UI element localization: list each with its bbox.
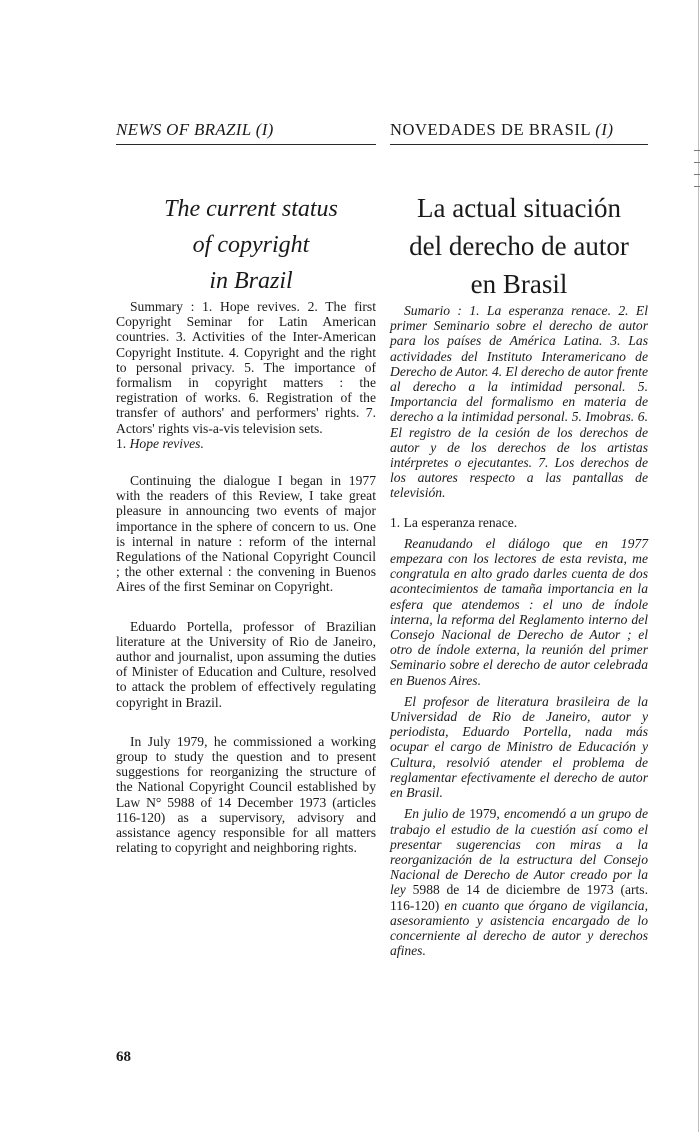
body-paragraph [390, 806, 648, 958]
body-paragraph: Continuing the dialogue I began in 1977 with the readers of this Review, I take great pleasure in announcing two events of major importance in the sphere of concern to us. One is internal in nature : reform of the internal Regulations of the National Copyright Council ; the other external : the convening in Buenos Aires of the first Seminar on Copyright. [116, 473, 376, 595]
paragraph-year: 1979, [469, 806, 500, 822]
body-paragraph: Reanudando el diálogo que en 1977 empezara con los lectores de esta revista, me congratula en alto grado darles cuenta de dos acontecimientos de tamaña importancia en la esfera que atendemos : el uno de índole interna, la reforma del Reglamento interno del Consejo Nacional de Derecho de Autor ; el otro de índole externa, la reunión del primer Seminario sobre el derecho de autor celebrada en Buenos Aires. [390, 535, 648, 688]
section-heading: 1. La esperanza renace. [390, 514, 518, 530]
page-edge-mark [694, 150, 700, 151]
section-number: 1. [116, 435, 127, 451]
page-edge-mark [694, 174, 700, 175]
paragraph-law-reference: 5988 de 14 de diciembre de 1973 (arts. 116-120) [390, 882, 648, 913]
title-line: del derecho de autor [409, 231, 629, 261]
english-body [116, 299, 376, 856]
running-head-number: (I) [255, 120, 274, 139]
running-head-english [116, 120, 376, 145]
title-line: The current status [164, 196, 338, 222]
paragraph-text: en cuanto que órgano de vigilancia, asesoramiento y asistencia encargado de lo concerniente al derecho de autor y derechos afines. [390, 897, 649, 959]
section-heading [116, 436, 376, 451]
spanish-column [390, 120, 648, 958]
summary-paragraph [390, 303, 648, 501]
paragraph-lead: En julio de [404, 806, 466, 822]
page-edge-mark [694, 162, 700, 163]
body-paragraph: Eduardo Portella, professor of Brazilian literature at the University of Rio de Janeiro, author and journalist, upon assuming the duties of Minister of Education and Culture, resolved to attack the problem of effectively regulating copyright in Brazil. [116, 618, 376, 710]
body-paragraph: El profesor de literatura brasileira de la Universidad de Rio de Janeiro, autor y periodista, Eduardo Portella, nada más ocupar el cargo de Ministro de Educación y Cultura, resolvió atender el problema de reglamentar efectivamente el derecho de autor en Brasil. [390, 693, 648, 801]
spanish-body [390, 303, 648, 958]
running-head-text: NOVEDADES DE BRASIL [390, 120, 591, 139]
title-line: in Brazil [209, 268, 293, 294]
article-title-spanish [390, 189, 648, 303]
running-head-text: NEWS OF BRAZIL [116, 120, 252, 139]
paragraph-text: encomendó a un grupo de trabajo el estudio de la cuestión así como el presentar sugerencias con miras a la reorganización de la estructura del Consejo Nacional de Derecho de Autor creado por la ley [390, 806, 648, 898]
page-edge-line [698, 0, 699, 1132]
body-paragraph: In July 1979, he commissioned a working group to study the question and to present suggestions for reorganizing the structure of the National Copyright Council established by Law N° 5988 of 14 December 1973 (articles 116-120) as a supervisory, advisory and assistance agency responsible for all matters relating to copyright and neighboring rights. [116, 733, 376, 856]
running-head-number: (I) [595, 120, 614, 139]
english-column [116, 120, 376, 856]
summary-label: Sumario : [404, 303, 462, 318]
summary-text: 1. La esperanza renace. 2. El primer Seminario sobre el derecho de autor para los países de América Latina. 3. Las actividades del Instituto Interamericano de Derecho de Autor. 4. El derecho de autor frente al derecho a la intimidad personal. 5. Importancia del formalismo en materia de derecho a la intimidad personal. 5. Imobras. 6. El registro de la cesión de los derechos de autor y de los derechos de los artistas intérpretes o ejecutantes. 7. Los derechos de los autores respecto a las pantallas de televisión. [390, 303, 648, 501]
article-title-english [126, 191, 376, 299]
page-number: 68 [116, 1049, 131, 1065]
summary-paragraph: Summary : 1. Hope revives. 2. The first Copyright Seminar for Latin American countries. 3. Activities of the Inter-American Copyright Institute. 4. Copyright and the right to personal privacy. 5. The importance of formalism in copyright matters : the registration of works. 6. Registration of the transfer of authors' and performers' rights. 7. Actors' rights vis-a-vis television sets. [116, 299, 376, 436]
section-title: Hope revives. [129, 435, 204, 451]
title-line: en Brasil [470, 269, 568, 299]
title-line: La actual situación [417, 193, 621, 223]
page-edge-mark [694, 186, 700, 187]
title-line: of copyright [192, 232, 310, 258]
running-head-spanish [390, 120, 648, 145]
